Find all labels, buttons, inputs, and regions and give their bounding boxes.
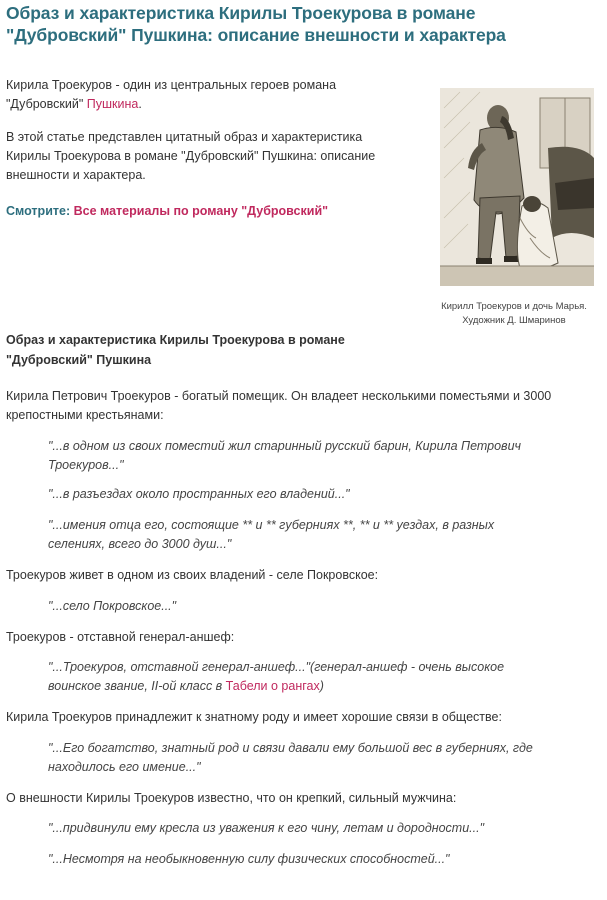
intro-paragraph-1: [6, 76, 426, 114]
body-paragraph-residence: [6, 566, 602, 585]
b5-text: О внешности Кирилы Троекуров известно, что он крепкий, сильный мужчина:: [6, 791, 457, 805]
b4-text: Кирила Троекуров принадлежит к знатному роду и имеет хорошие связи в обществе:: [6, 710, 502, 724]
intro-p2-line2: Кирилы Троекурова в романе "Дубровский" Пушкина: описание: [6, 149, 376, 163]
b3-text: Троекуров - отставной генерал-аншеф:: [6, 630, 235, 644]
quote-2: [48, 485, 598, 504]
quote-6: [48, 739, 598, 777]
body-paragraph-rank: [6, 628, 602, 647]
intro-paragraph-2: [6, 128, 426, 185]
q5-line2-end: ): [319, 679, 324, 693]
section-heading-line2: "Дубровский" Пушкина: [6, 353, 152, 367]
intro-p1-end: .: [138, 97, 142, 111]
section-heading: [6, 330, 426, 370]
illustration-troekurov-and-marya: [440, 88, 594, 286]
q1-line1: "...в одном из своих поместий жил старинный русский барин, Кирила Петрович: [48, 439, 521, 453]
quote-4: [48, 597, 598, 616]
q2-text: "...в разъездах около пространных его владений...": [48, 487, 350, 501]
q8-text: "...Несмотря на необыкновенную силу физических способностей...": [48, 852, 450, 866]
b2-text: Троекуров живет в одном из своих владений - селе Покровское:: [6, 568, 379, 582]
b1-line1: Кирила Петрович Троекуров - богатый помещик. Он владеет несколькими поместьями и 3000: [6, 389, 552, 403]
quote-7: [48, 819, 598, 838]
quote-5: [48, 658, 604, 696]
intro-p2-line3: внешности и характера.: [6, 168, 146, 182]
q5-line2: воинское звание, II-ой класс в: [48, 679, 226, 693]
q6-line2: находилось его имение...": [48, 760, 201, 774]
b1-line2: крепостными крестьянами:: [6, 408, 164, 422]
q7-text: "...придвинули ему кресла из уважения к его чину, летам и дородности...": [48, 821, 485, 835]
q5-line1: "...Троекуров, отставной генерал-аншеф..."(генерал-аншеф - очень высокое: [48, 660, 505, 674]
quote-1: [48, 437, 598, 475]
q1-line2: Троекуров...": [48, 458, 124, 472]
body-paragraph-appearance: [6, 789, 602, 808]
q4-text: "...село Покровское...": [48, 599, 177, 613]
see-also: [6, 202, 426, 221]
intro-p1-line1: Кирила Троекуров - один из центральных героев романа: [6, 78, 337, 92]
section-heading-line1: Образ и характеристика Кирилы Троекурова в романе: [6, 333, 345, 347]
body-paragraph-lineage: [6, 708, 602, 727]
intro-p2-line1: В этой статье представлен цитатный образ и характеристика: [6, 130, 363, 144]
pushkin-link[interactable]: Пушкина: [86, 97, 139, 111]
illustration-image: [440, 88, 594, 286]
q3-line2: селениях, всего до 3000 душ...": [48, 537, 232, 551]
q3-line1: "...имения отца его, состоящие ** и ** губерниях **, ** и ** уездах, в разных: [48, 518, 495, 532]
see-also-label: Смотрите:: [6, 204, 71, 218]
title-line-2: "Дубровский" Пушкина: описание внешности и характера: [6, 25, 506, 45]
caption-line-2: Художник Д. Шмаринов: [462, 315, 566, 326]
quote-8: [48, 850, 598, 869]
intro-p1-line2: "Дубровский": [6, 97, 87, 111]
body-paragraph-wealth: [6, 387, 602, 425]
caption-line-1: Кирилл Троекуров и дочь Марья.: [441, 301, 587, 312]
illustration-caption: [420, 300, 607, 328]
all-materials-link[interactable]: Все материалы по роману "Дубровский": [73, 204, 329, 218]
quote-3: [48, 516, 598, 554]
table-of-ranks-link[interactable]: Табели о рангах: [225, 679, 320, 693]
q6-line1: "...Его богатство, знатный род и связи давали ему большой вес в губерниях, где: [48, 741, 533, 755]
page-title: [6, 2, 604, 46]
title-line-1: Образ и характеристика Кирилы Троекурова в романе: [6, 3, 476, 23]
